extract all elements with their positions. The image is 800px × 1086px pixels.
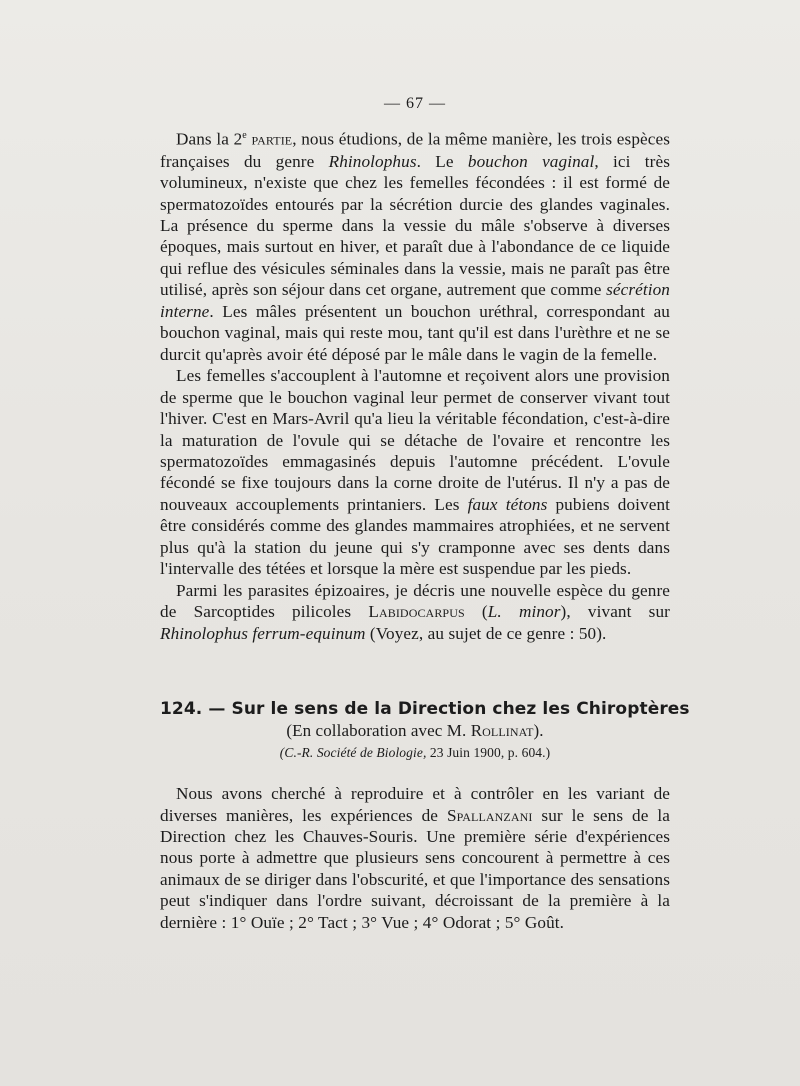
text-run: pubiens doivent être considérés comme des glandes mammaires atrophiées, et ne servent plus qu'à la station du jeune qui s'y cramponne avec ses dents dans l'intervalle des tétées et lorsque la mère est suspendue par les pieds. [160, 494, 671, 579]
text-run: ). [533, 721, 544, 741]
paragraph-123-3 [160, 580, 670, 644]
text-run: (Voyez, au sujet de ce genre : 50). [365, 623, 607, 643]
italic-species: L. minor [487, 602, 561, 622]
text-run: ( [464, 602, 488, 622]
italic-genus: Rhinolophus [328, 151, 417, 171]
text-column [160, 93, 690, 933]
text-run: , nous étudions, de la même manière, les trois espèces françaises du genre [160, 130, 670, 171]
text-run: Les femelles s'accouplent à l'automne et reçoivent alors une provision de sperme que le bouchon vaginal leur permet de conserver vivant tout l'hiver. C'est en Mars-Avril qu'a lieu la véritable fécondation, c'est-à-dire la maturation de l'ovule qui se détache de l'ovaire et rencontre les spermatozoïdes emmagasinés depuis l'automne précédent. L'ovule fécondé se fixe toujours dans la corne droite de l'utérus. Il n'y a pas de nouveaux accouplements printaniers. Les [160, 366, 670, 514]
text-run: ), vivant sur [560, 602, 670, 622]
text-run: . Le [416, 151, 468, 171]
paragraph-124-1 [160, 783, 670, 933]
small-caps-text: Rollinat [470, 721, 534, 741]
paragraph-123-1 [160, 125, 670, 365]
citation-source: (C.-R. Société de Biologie, [279, 745, 427, 761]
text-run: sur le sens de la Direction chez les Chauves-Souris. Une première série d'expériences nous porte à admettre que plusieurs sens concourent à permettre à ces animaux de se diriger dans l'obscurité, et que l'importance des sensations peut s'indiquer dans l'ordre suivant, décroissant de la première à la dernière : 1° Ouïe ; 2° Tact ; 3° Vue ; 4° Odorat ; 5° Goût. [160, 805, 670, 932]
small-caps-text: Spallanzani [446, 805, 533, 825]
small-caps-text: Labidocarpus [368, 602, 465, 622]
italic-term: bouchon vaginal [467, 151, 595, 171]
italic-species: Rhinolophus ferrum-equinum [160, 623, 366, 643]
collaboration-line [160, 720, 670, 741]
italic-term: faux tétons [467, 494, 548, 514]
text-run: Parmi les parasites épizoaires, je décris une nouvelle espèce du genre de Sarcoptides pilicoles [160, 580, 670, 622]
text-run: (En collaboration avec M. [286, 721, 471, 741]
small-caps-text: partie [251, 130, 293, 150]
citation [160, 743, 670, 763]
text-run: , ici très volumineux, n'existe que chez les femelles fécondées : il est formé de spermatozoïdes entourés par la sécrétion durcie des glandes vaginales. La présence du sperme dans la vessie du mâle s'observe à diverses époques, mais surtout en hiver, et paraît due à l'abondance de ce liquide qui reflue des vésicules séminales dans la vessie, mais ne paraît pas être utilisé, après son séjour dans cet organe, autrement que comme [160, 151, 670, 300]
paragraph-123-2 [160, 365, 670, 580]
page-number: — 67 — [384, 95, 446, 112]
text-run: Nous avons cherché à reproduire et à contrôler en les variant de diverses manières, les expériences de [160, 784, 670, 825]
section-heading: 124. — Sur le sens de la Direction chez les Chiroptères [160, 699, 690, 720]
italic-term: sécrétion interne [160, 280, 670, 321]
text-run: . Les mâles présentent un bouchon uréthral, correspondant au bouchon vaginal, mais qui reste mou, tant qu'il est dans l'urèthre et ne se durcit qu'après avoir été déposé par le mâle dans le vagin de la femelle. [160, 301, 670, 364]
text-run: Dans la 2 [176, 130, 243, 150]
citation-date: 23 Juin 1900, p. 604.) [426, 745, 551, 761]
superscript: e [242, 130, 247, 142]
